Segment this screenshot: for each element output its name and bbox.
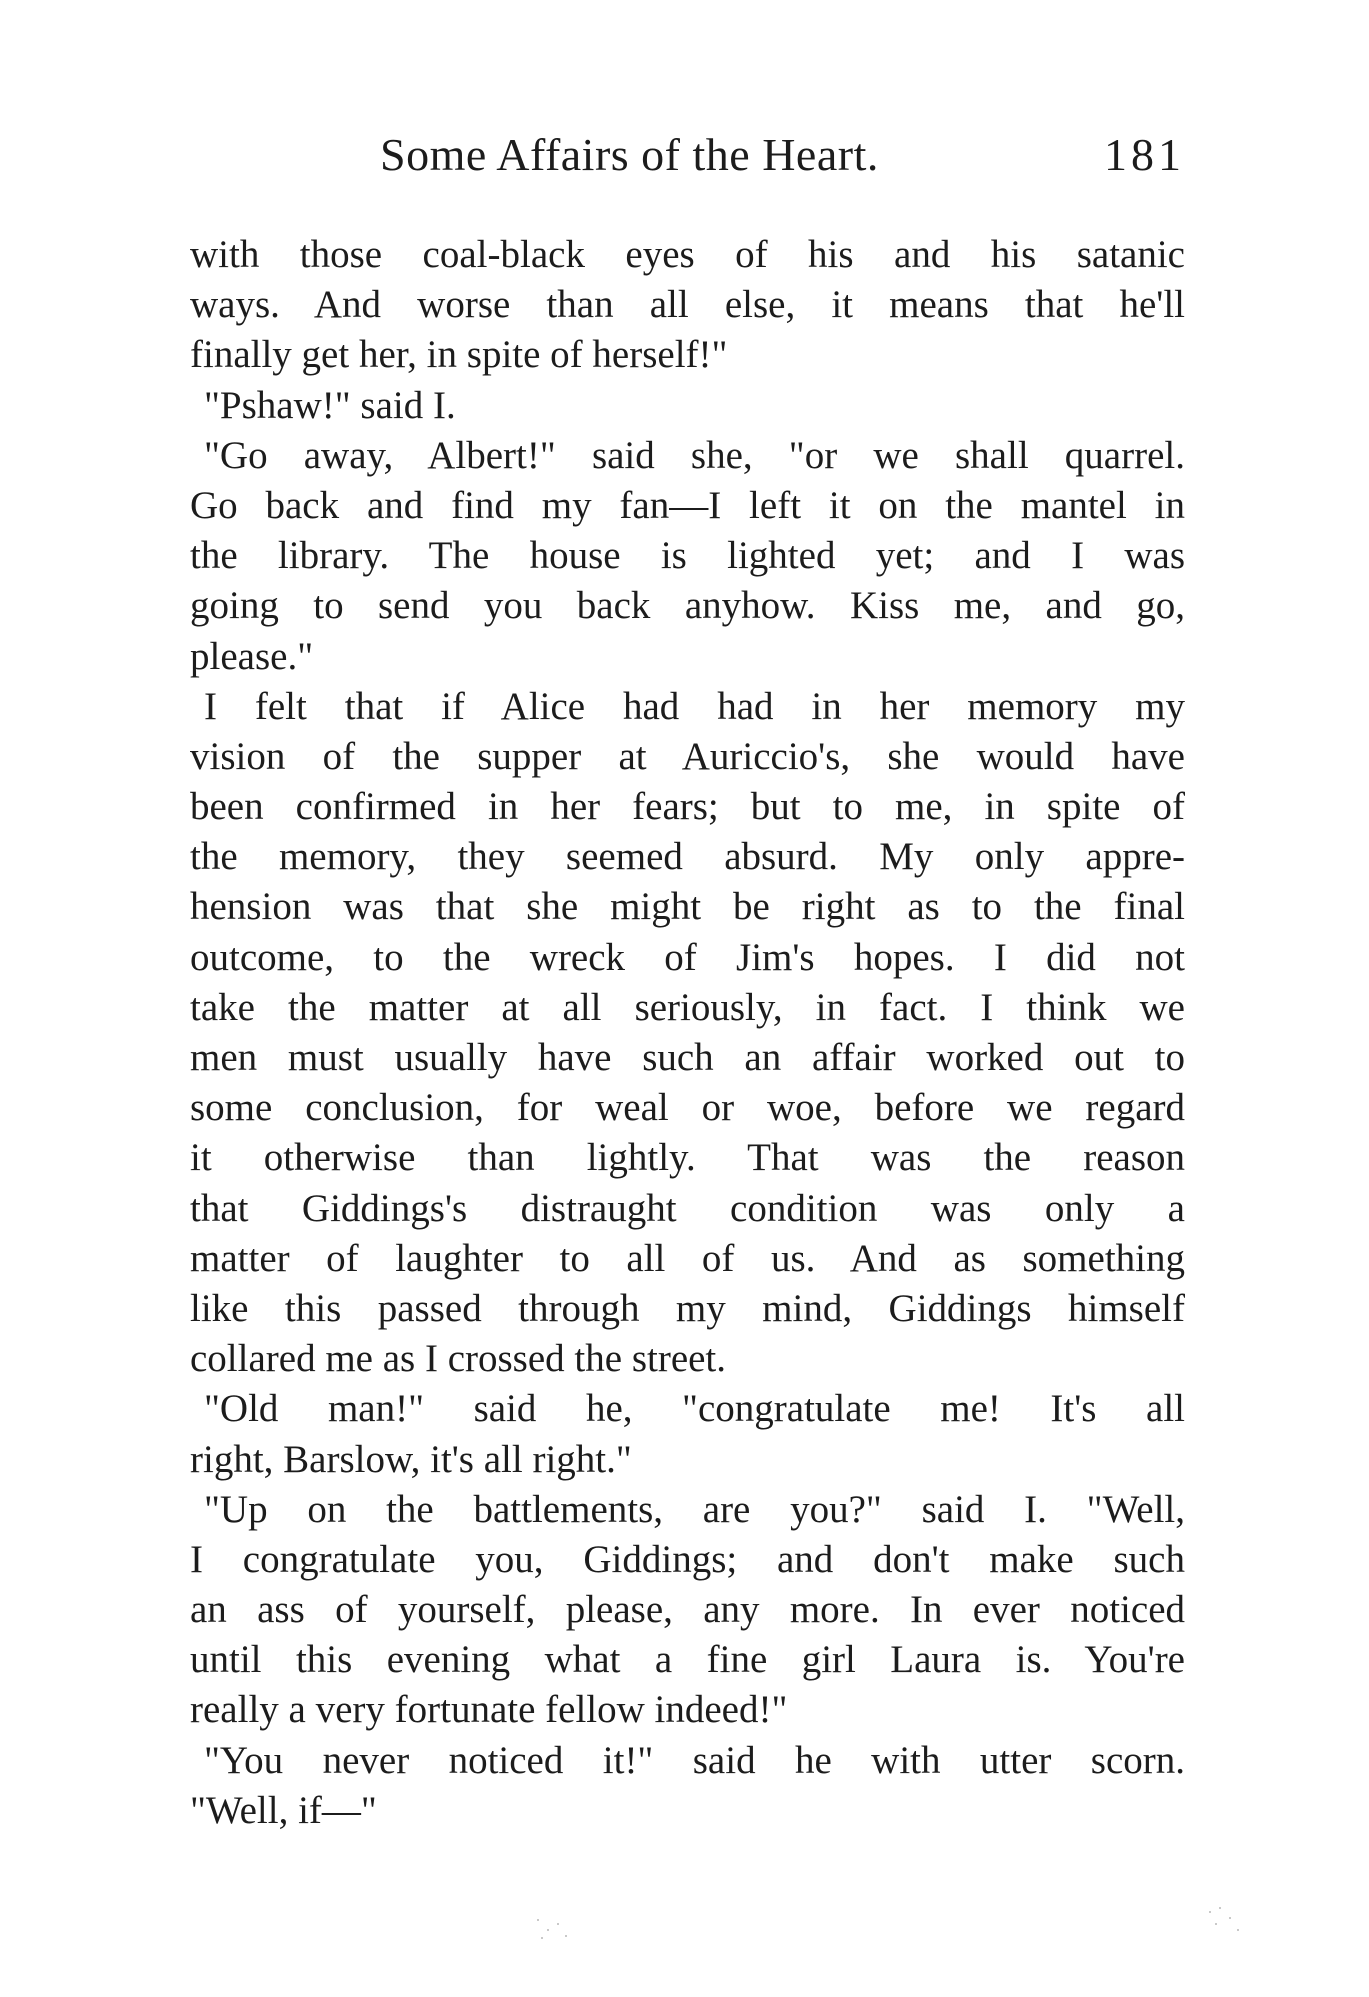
- text-line: like this passed through my mind, Giddings himself: [190, 1286, 1185, 1330]
- text-line: until this evening what a fine girl Laura is. You're: [190, 1638, 1185, 1682]
- text-line: matter of laughter to all of us. And as something: [190, 1236, 1185, 1280]
- text-line: Go back and find my fan—I left it on the mantel in: [190, 483, 1185, 527]
- text-line: right, Barslow, it's all right.": [190, 1437, 632, 1481]
- body-text: [190, 230, 1185, 1836]
- text-line: I congratulate you, Giddings; and don't make such: [190, 1537, 1185, 1581]
- text-line: finally get her, in spite of herself!": [190, 333, 728, 377]
- text-line: men must usually have such an affair worked out to: [190, 1036, 1185, 1079]
- print-specks: [1205, 1905, 1245, 1935]
- text-line: vision of the supper at Auriccio's, she would have: [190, 734, 1185, 778]
- text-line: been confirmed in her fears; but to me, in spite of: [190, 785, 1185, 829]
- text-line: outcome, to the wreck of Jim's hopes. I did not: [190, 935, 1185, 979]
- text-line: "Well, if—": [190, 1788, 377, 1832]
- text-line: going to send you back anyhow. Kiss me, and go,: [190, 584, 1185, 628]
- text-line: some conclusion, for weal or woe, before we regard: [190, 1086, 1185, 1130]
- text-line: "Old man!" said he, "congratulate me! It's all: [204, 1387, 1185, 1431]
- text-line: ways. And worse than all else, it means that he'll: [190, 283, 1185, 327]
- text-line: with those coal-black eyes of his and his satanic: [190, 233, 1185, 276]
- running-head: [190, 128, 1185, 198]
- text-line: "You never noticed it!" said he with utter scorn.: [204, 1738, 1185, 1782]
- text-line: it otherwise than lightly. That was the reason: [190, 1136, 1185, 1180]
- text-line: hension was that she might be right as to the final: [190, 885, 1185, 929]
- text-line: collared me as I crossed the street.: [190, 1337, 727, 1381]
- text-line: please.": [190, 634, 314, 678]
- text-line: "Go away, Albert!" said she, "or we shall quarrel.: [204, 433, 1185, 477]
- text-line: "Pshaw!" said I.: [204, 383, 456, 427]
- text-line: an ass of yourself, please, any more. In ever noticed: [190, 1588, 1185, 1632]
- text-line: the library. The house is lighted yet; and I was: [190, 534, 1185, 578]
- text-line: I felt that if Alice had had in her memory my: [204, 684, 1185, 728]
- text-line: the memory, they seemed absurd. My only appre-: [190, 835, 1185, 879]
- print-specks: [535, 1915, 575, 1945]
- text-line: "Up on the battlements, are you?" said I. "Well,: [204, 1487, 1185, 1531]
- running-title: Some Affairs of the Heart.: [380, 129, 879, 180]
- text-line: that Giddings's distraught condition was only a: [190, 1186, 1185, 1230]
- text-line: take the matter at all seriously, in fact. I think we: [190, 985, 1185, 1029]
- text-line: really a very fortunate fellow indeed!": [190, 1688, 788, 1732]
- page-number: 181: [1104, 129, 1185, 180]
